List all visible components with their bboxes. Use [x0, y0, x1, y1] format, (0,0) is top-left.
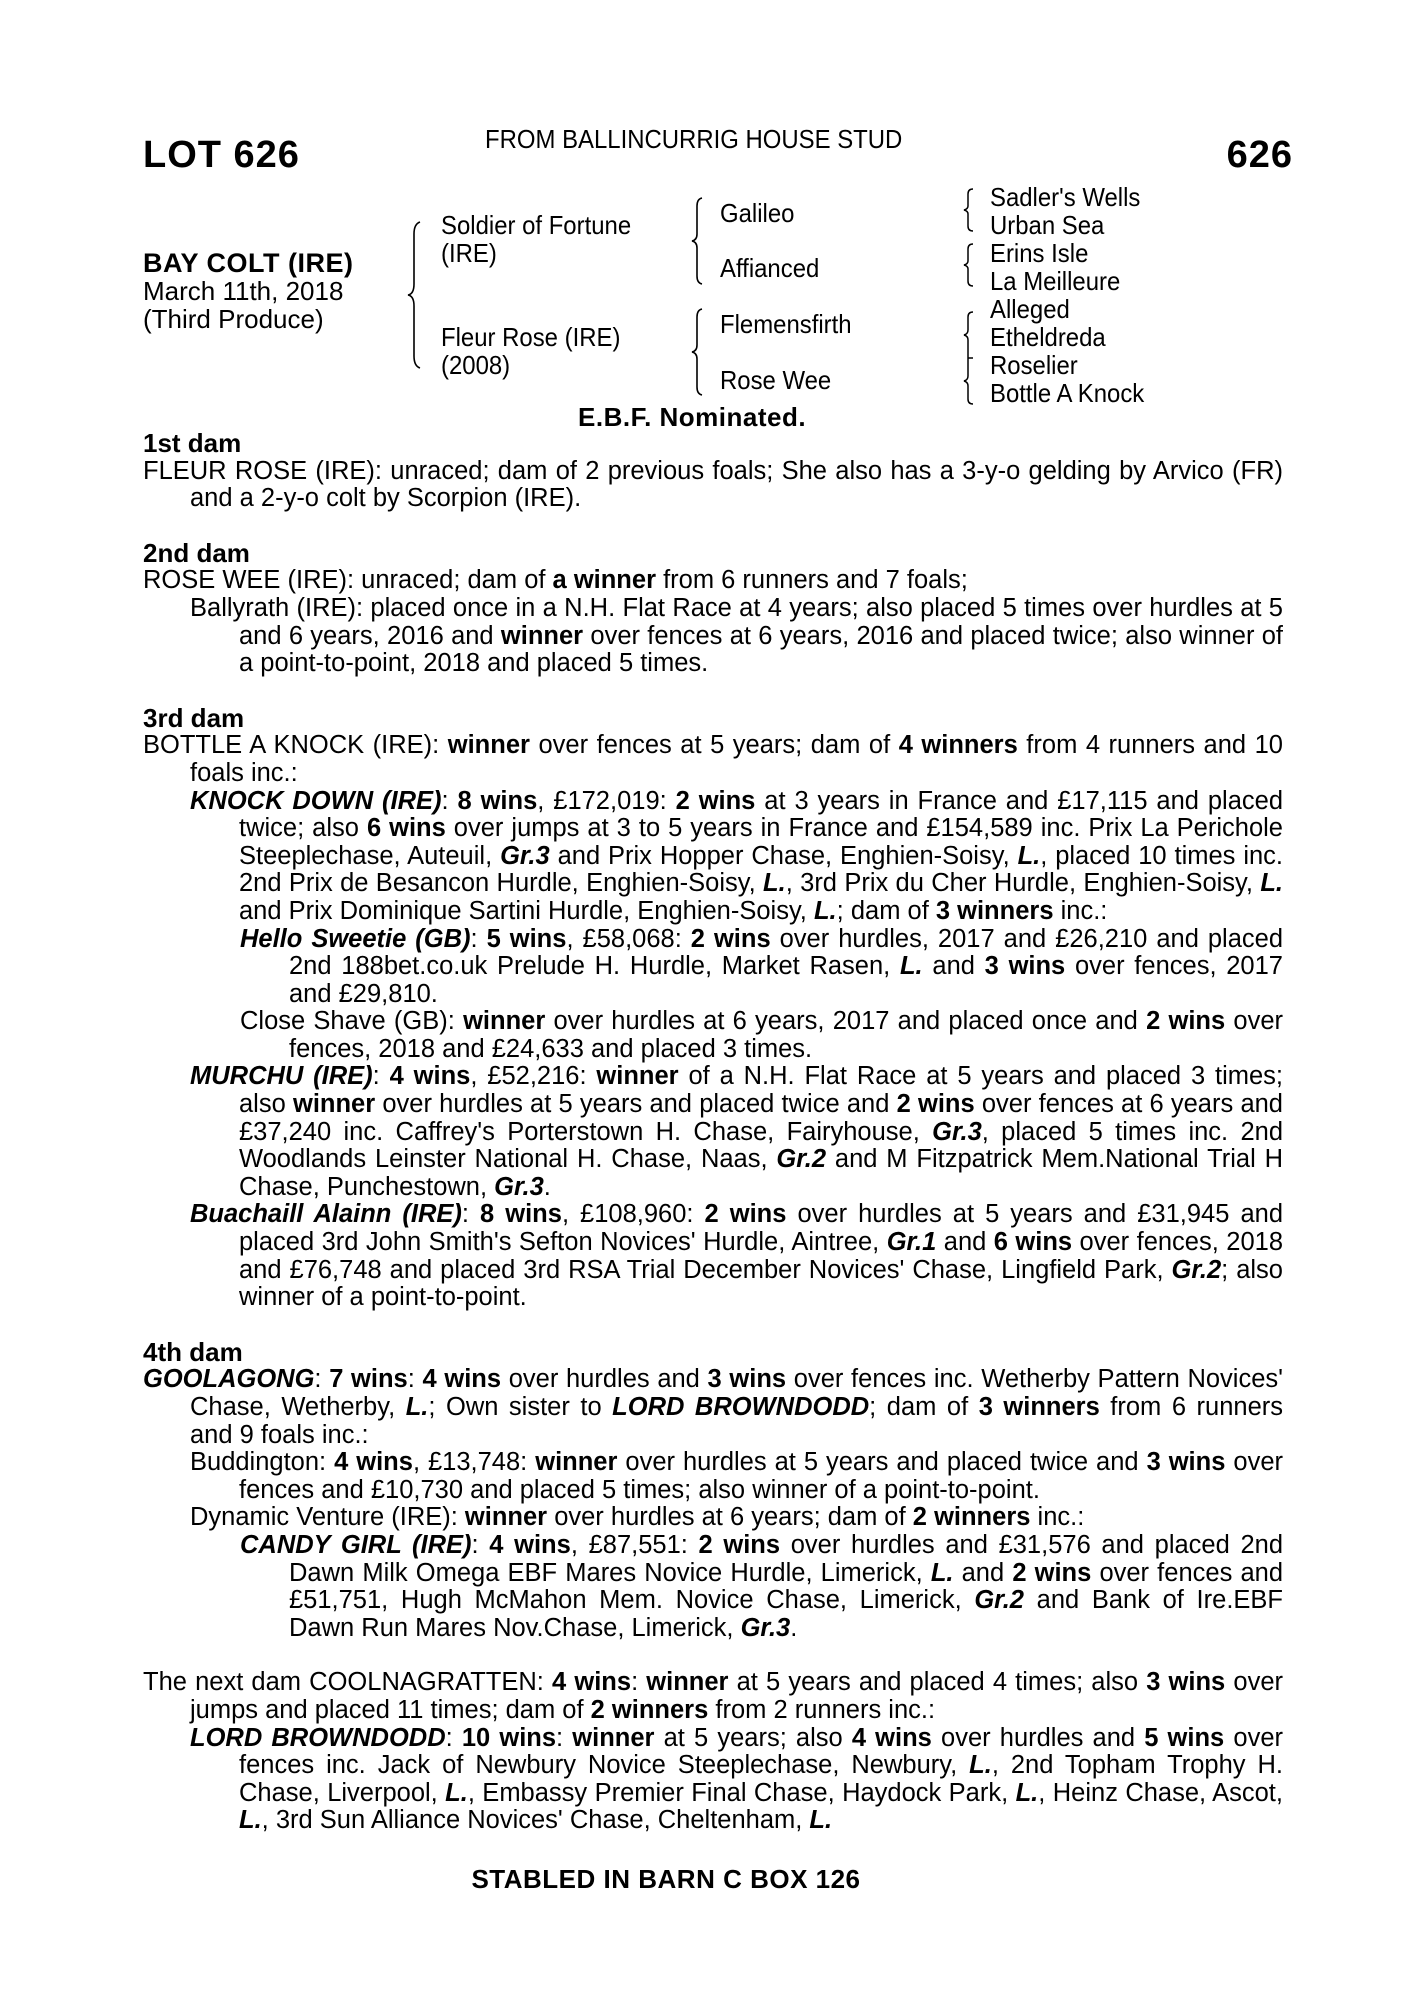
section-heading: 3rd dam	[143, 702, 245, 733]
text-run: , 3rd Sun Alliance Novices' Chase, Cheltenham,	[261, 1806, 810, 1835]
emphasis-text: L.	[763, 869, 786, 898]
bold-text: 2 winners	[590, 1695, 709, 1724]
bold-text: winner	[447, 731, 530, 760]
bold-text: winner	[292, 1090, 376, 1119]
text-run: over hurdles at 5 years and £31,945 and placed 3rd John Smith's Sefton Novices' Hurdle, Aintree,	[239, 1200, 1284, 1257]
text-run: of a N.H. Flat Race at 5 years and placed 3 times; also	[239, 1062, 1284, 1119]
text-run: ; Own sister to	[428, 1393, 613, 1421]
bold-text: 4 winners	[898, 731, 1018, 760]
bold-text: 5 wins	[1144, 1723, 1225, 1752]
emphasis-text: L.	[813, 896, 837, 925]
emphasis-text: L.	[405, 1393, 429, 1421]
section-gap	[143, 1312, 1283, 1339]
text-run: over fences and £10,730 and placed 5 times; also winner of a point-to-point.	[239, 1448, 1283, 1504]
text-run: and Prix Hopper Chase, Enghien-Soisy,	[549, 841, 1018, 870]
text-run: over fences inc. Wetherby Pattern Novices' Chase, Wetherby,	[190, 1365, 1284, 1421]
dam-section	[143, 1312, 1283, 1643]
emphasis-text: L.	[969, 1751, 992, 1780]
text-run: , Heinz Chase, Ascot,	[1038, 1778, 1283, 1807]
text-run: from 2 runners inc.:	[708, 1695, 936, 1724]
pedigree-gen3	[990, 183, 1144, 407]
bold-text: 3 wins	[984, 952, 1066, 981]
pedigree-entry	[143, 1532, 1283, 1642]
text-run: :	[631, 1668, 647, 1697]
gen3-ancestor: Bottle A Knock	[990, 378, 1145, 408]
lot-number: 626	[1226, 134, 1293, 176]
sire-name: Soldier of Fortune	[441, 210, 632, 240]
text-run: :	[445, 1723, 462, 1752]
text-run: :	[470, 924, 487, 953]
pedigree-brace-g2	[962, 242, 976, 288]
bold-text: 4 wins	[389, 1062, 471, 1091]
bold-text: 5 wins	[486, 924, 567, 953]
section-gap	[143, 678, 1283, 705]
text-run: from 4 runners and 10 foals inc.:	[190, 731, 1283, 787]
text-run: over fences inc. Jack of Newbury Novice Steeplechase, Newbury,	[239, 1723, 1283, 1780]
emphasis-text: LORD BROWNDODD	[190, 1723, 446, 1752]
emphasis-text: Gr.3	[932, 1117, 982, 1146]
bold-text: 4 wins	[552, 1668, 632, 1697]
dam-section	[143, 678, 1283, 1312]
pedigree-entry	[143, 732, 1283, 787]
text-run: over hurdles at 5 years and placed twice and	[617, 1448, 1147, 1477]
text-run: Ballyrath (IRE): placed once in a N.H. Flat Race at 4 years; also placed 5 times over hurdles at 5 and 6 years, 2016 and	[190, 593, 1283, 650]
text-run: :	[372, 1062, 390, 1091]
bold-text: 2 wins	[698, 1530, 781, 1559]
pedigree-entry	[143, 1063, 1283, 1201]
bold-text: 4 wins	[422, 1365, 502, 1394]
gen3-ancestor: Roselier	[990, 350, 1078, 380]
text-run: over hurdles at 6 years; dam of	[547, 1503, 913, 1532]
text-run: BOTTLE A KNOCK (IRE):	[143, 731, 448, 760]
text-run: over hurdles and	[931, 1723, 1145, 1752]
ebf-nominated: E.B.F. Nominated.	[578, 402, 807, 432]
bold-text: 4 wins	[334, 1448, 413, 1477]
text-run: , 2nd Topham Trophy H. Chase, Liverpool,	[239, 1751, 1283, 1807]
emphasis-text: L.	[899, 952, 923, 981]
emphasis-text: CANDY GIRL (IRE)	[240, 1530, 472, 1559]
text-run: over hurdles and	[501, 1365, 708, 1394]
pedigree-dam-sire: Flemensfirth	[720, 309, 852, 339]
section-heading: 1st dam	[143, 428, 242, 458]
bold-text: 10 wins	[461, 1723, 557, 1752]
pedigree-entry	[143, 1669, 1283, 1724]
section-gap	[143, 513, 1283, 540]
bold-text: 6 wins	[366, 814, 446, 843]
text-run: at 5 years and placed 4 times; also	[728, 1668, 1147, 1697]
horse-info	[143, 249, 354, 333]
text-run: .	[543, 1172, 551, 1201]
text-run: over fences and £51,751, Hugh McMahon Mem. Novice Chase, Limerick,	[289, 1558, 1283, 1615]
pedigree-entry	[143, 595, 1283, 678]
text-run: and	[936, 1228, 994, 1257]
text-run: Close Shave (GB):	[240, 1007, 464, 1036]
text-run: ROSE WEE (IRE): unraced; dam of	[143, 566, 553, 595]
text-run: , 3rd Prix du Cher Hurdle, Enghien-Soisy,	[785, 869, 1261, 898]
bold-text: 8 wins	[480, 1200, 562, 1229]
bold-text: winner	[463, 1007, 546, 1036]
stabling-text: STABLED IN BARN C BOX 126	[471, 1864, 861, 1894]
text-run: Dynamic Venture (IRE):	[190, 1503, 465, 1532]
bold-text: 2 wins	[690, 924, 771, 953]
text-run: FLEUR ROSE (IRE): unraced; dam of 2 previous foals; She also has a 3-y-o gelding by Arvico (FR) and a 2-y-o colt by Scorpion (IRE).	[143, 456, 1283, 513]
produce-note: (Third Produce)	[143, 304, 324, 334]
text-run: , £172,019:	[537, 786, 676, 815]
text-run: The next dam COOLNAGRATTEN:	[143, 1668, 553, 1697]
emphasis-text: L.	[1260, 869, 1283, 898]
emphasis-text: LORD BROWNDODD	[612, 1393, 870, 1421]
bold-text: 2 wins	[896, 1090, 975, 1119]
pedigree-notes	[143, 430, 1283, 1835]
bold-text: winner	[596, 1062, 679, 1091]
stabling-info	[0, 1864, 1428, 1895]
bold-text: 3 wins	[1146, 1668, 1226, 1697]
section-heading: 4th dam	[143, 1336, 243, 1367]
emphasis-text: Hello Sweetie (GB)	[240, 924, 471, 953]
pedigree-sire	[441, 211, 631, 267]
emphasis-text: L.	[445, 1778, 468, 1807]
text-run: and M Fitzpatrick Mem.National Trial H Chase, Punchestown,	[239, 1145, 1283, 1201]
bold-text: 3 wins	[1146, 1448, 1226, 1477]
sire-country: (IRE)	[441, 238, 497, 268]
gen3-ancestor: Urban Sea	[990, 210, 1105, 240]
gen3-ancestor: La Meilleure	[990, 266, 1121, 296]
text-run: and	[922, 952, 985, 981]
text-run: over hurdles at 5 years and placed twice and	[375, 1090, 897, 1119]
emphasis-text: Gr.1	[886, 1228, 937, 1257]
text-run: :	[407, 1365, 423, 1394]
text-run: from 6 runners and 7 foals;	[656, 566, 968, 595]
text-run: :	[556, 1723, 573, 1752]
text-run: :	[441, 786, 458, 815]
section-gap	[143, 1642, 1283, 1669]
emphasis-text: L.	[239, 1806, 262, 1835]
text-run: , Embassy Premier Final Chase, Haydock Park,	[467, 1778, 1016, 1807]
text-run: over fences at 5 years; dam of	[529, 731, 899, 760]
text-run: and	[953, 1558, 1013, 1587]
text-run: , £13,748:	[412, 1448, 536, 1477]
text-run: and Bank of Ire.EBF Dawn Run Mares Nov.Chase, Limerick,	[289, 1586, 1283, 1642]
bold-text: winner	[572, 1723, 655, 1752]
text-run: ; dam of	[836, 896, 936, 925]
text-run: , £87,551:	[570, 1530, 699, 1559]
emphasis-text: KNOCK DOWN (IRE)	[190, 786, 442, 815]
text-run: over fences, 2017 and £29,810.	[289, 952, 1283, 1008]
bold-text: 2 wins	[1012, 1558, 1092, 1587]
pedigree-entry	[143, 1504, 1283, 1532]
pedigree-entry	[143, 1008, 1283, 1063]
text-run: , £52,216:	[470, 1062, 597, 1091]
text-run: :	[461, 1200, 481, 1229]
consignor: FROM BALLINCURRIG HOUSE STUD	[485, 124, 903, 154]
pedigree-entry	[143, 1449, 1283, 1504]
bold-text: winner	[535, 1448, 618, 1477]
text-run: over hurdles and £31,576 and placed 2nd Dawn Milk Omega EBF Mares Novice Hurdle, Limerick,	[289, 1530, 1284, 1587]
foaling-date: March 11th, 2018	[143, 276, 344, 306]
bold-text: 2 wins	[704, 1200, 787, 1229]
lot-label: LOT 626	[143, 134, 300, 176]
bold-text: 7 wins	[329, 1365, 408, 1394]
pedigree-dam	[441, 323, 620, 379]
emphasis-text: Gr.3	[500, 841, 550, 870]
text-run: at 5 years; also	[654, 1723, 852, 1752]
emphasis-text: MURCHU (IRE)	[190, 1062, 373, 1091]
gen3-ancestor: Erins Isle	[990, 238, 1089, 268]
text-run: from 6 runners and 9 foals inc.:	[190, 1393, 1283, 1449]
bold-text: 3 winners	[935, 896, 1054, 925]
text-run: over jumps at 3 to 5 years in France and £154,589 inc. Prix La Perichole Steeplechase, Auteuil,	[239, 814, 1283, 870]
text-run: , placed 5 times inc. 2nd Woodlands Leinster National H. Chase, Naas,	[239, 1117, 1283, 1174]
bold-text: 4 wins	[489, 1530, 571, 1559]
pedigree-brace-g1	[962, 187, 976, 233]
text-run: over jumps and placed 11 times; dam of	[190, 1668, 1283, 1724]
pedigree-entry	[143, 926, 1283, 1009]
emphasis-text: Gr.2	[1171, 1255, 1222, 1284]
text-run: :	[471, 1530, 490, 1559]
gen3-ancestor: Etheldreda	[990, 322, 1106, 352]
text-run: and Prix Dominique Sartini Hurdle, Enghien-Soisy,	[239, 896, 814, 925]
bold-text: 2 wins	[1146, 1007, 1226, 1036]
text-run: , placed 10 times inc. 2nd Prix de Besancon Hurdle, Enghien-Soisy,	[239, 841, 1283, 898]
pedigree-entry	[143, 1725, 1283, 1835]
pedigree-sire-sire: Galileo	[720, 198, 795, 228]
pedigree-entry	[143, 567, 1283, 595]
text-run: over hurdles, 2017 and £26,210 and placed 2nd 188bet.co.uk Prelude H. Hurdle, Market Rasen,	[289, 924, 1284, 981]
gen3-ancestor: Sadler's Wells	[990, 182, 1141, 212]
pedigree-entry	[143, 788, 1283, 926]
text-run: Buddington:	[190, 1448, 335, 1477]
text-run: ; dam of	[869, 1393, 979, 1421]
emphasis-text: Buachaill Alainn (IRE)	[190, 1200, 462, 1229]
emphasis-text: Gr.3	[740, 1613, 791, 1642]
pedigree-entry	[143, 1366, 1283, 1449]
emphasis-text: Gr.3	[494, 1172, 544, 1201]
dam-name: Fleur Rose (IRE)	[441, 322, 621, 352]
text-run: over fences, 2018 and £76,748 and placed 3rd RSA Trial December Novices' Chase, Lingfield Park,	[239, 1228, 1284, 1284]
emphasis-text: GOOLAGONG	[143, 1365, 315, 1394]
bold-text: 2 winners	[912, 1503, 1031, 1532]
dam-section	[143, 1642, 1283, 1835]
pedigree-brace-g3	[962, 310, 976, 406]
emphasis-text: Gr.2	[974, 1586, 1024, 1615]
bold-text: 2 wins	[675, 786, 756, 815]
dam-section	[143, 513, 1283, 678]
pedigree-dam-dam: Rose Wee	[720, 365, 832, 395]
emphasis-text: Gr.2	[776, 1145, 827, 1174]
bold-text: winner	[646, 1668, 729, 1697]
emphasis-text: L.	[1015, 1778, 1039, 1807]
text-run: :	[314, 1365, 330, 1394]
bold-text: a winner	[552, 566, 656, 595]
bold-text: 3 wins	[707, 1365, 787, 1394]
pedigree-brace-sire	[690, 196, 706, 286]
bold-text: 3 winners	[978, 1393, 1100, 1421]
emphasis-text: L.	[1017, 841, 1041, 870]
bold-text: 6 wins	[993, 1228, 1073, 1257]
text-run: .	[790, 1613, 798, 1642]
dam-year: (2008)	[441, 350, 511, 380]
pedigree-sire-dam: Affianced	[720, 253, 820, 283]
text-run: over fences at 6 years, 2016 and placed twice; also winner of a point-to-point, 2018 and placed 5 times.	[239, 621, 1283, 678]
pedigree-entry	[143, 1201, 1283, 1311]
bold-text: winner	[500, 621, 584, 650]
bold-text: winner	[464, 1503, 548, 1532]
text-run: , £58,068:	[566, 924, 691, 953]
text-run: at 3 years in France and £17,115 and placed twice; also	[239, 786, 1283, 843]
pedigree-brace-dam	[690, 307, 706, 397]
text-run: over fences at 6 years and £37,240 inc. Caffrey's Porterstown H. Chase, Fairyhouse,	[239, 1090, 1283, 1146]
text-run: , £108,960:	[561, 1200, 705, 1229]
gen3-ancestor: Alleged	[990, 294, 1070, 324]
bold-text: 4 wins	[851, 1723, 932, 1752]
bold-text: 8 wins	[457, 786, 538, 815]
text-run: inc.:	[1053, 896, 1108, 925]
pedigree-brace-main	[406, 220, 426, 370]
emphasis-text: L.	[930, 1558, 954, 1587]
dam-section	[143, 430, 1283, 513]
section-heading: 2nd dam	[143, 537, 250, 568]
pedigree-entry	[143, 458, 1283, 513]
text-run: over fences, 2018 and £24,633 and placed 3 times.	[289, 1007, 1283, 1063]
text-run: inc.:	[1030, 1503, 1085, 1532]
text-run: over hurdles at 6 years, 2017 and placed once and	[545, 1007, 1147, 1036]
emphasis-text: L.	[809, 1806, 833, 1835]
horse-name: BAY COLT (IRE)	[143, 248, 354, 278]
text-run: ; also winner of a point-to-point.	[239, 1255, 1283, 1312]
